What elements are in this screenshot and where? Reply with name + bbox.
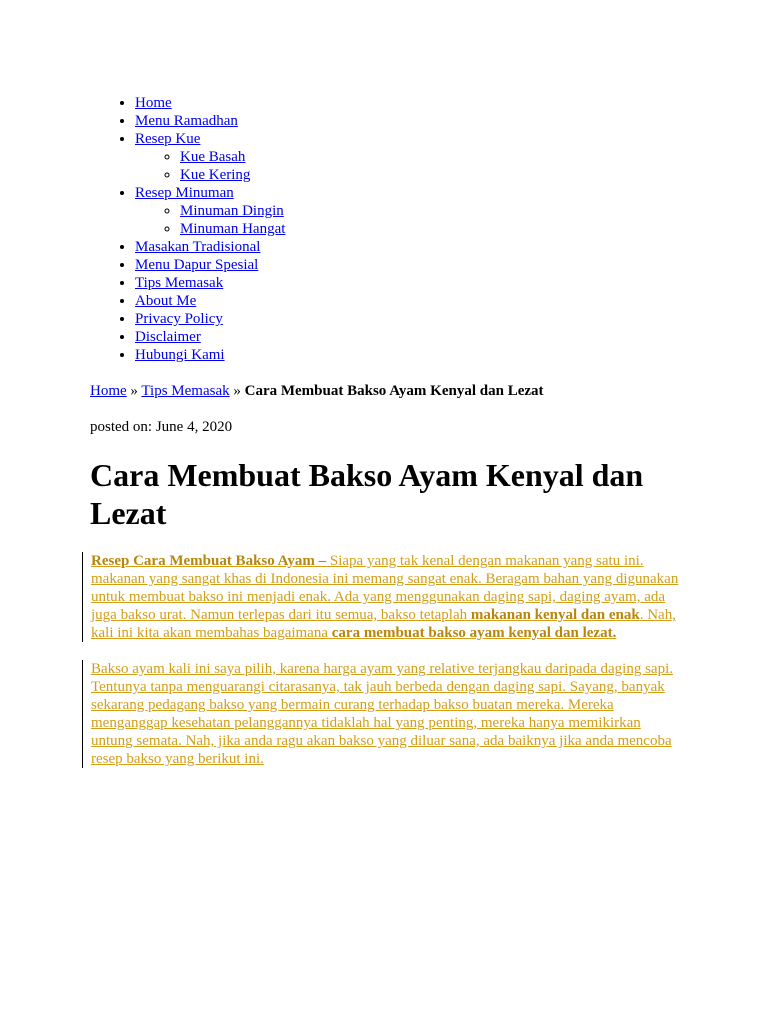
nav-item-kue-kering	[180, 166, 768, 184]
nav-item-minuman-dingin	[180, 202, 768, 220]
breadcrumb-separator: »	[229, 383, 245, 399]
intro-highlight-1: makanan kenyal dan enak	[470, 607, 640, 623]
nav-link-resep-kue[interactable]: Resep Kue	[135, 131, 201, 147]
nav-item-hubungi-kami	[135, 346, 768, 364]
nav-item-masakan-tradisional	[135, 238, 768, 256]
nav-link-minuman-hangat[interactable]: Minuman Hangat	[180, 221, 286, 237]
body-paragraph[interactable]: Bakso ayam kali ini saya pilih, karena harga ayam yang relative terjangkau daripada daging sapi. Tentunya tanpa menguarangi citarasanya, tak jauh berbeda dengan daging sapi. Sayang, banyak sekarang pedagang bakso yang bermain curang terhadap bakso buatan mereka. Mereka menganggap kesehatan pelanggannya tidaklah hal yang penting, mereka hanya memikirkan untung semata. Nah, jika anda ragu akan bakso yang diluar sana, ada baiknya jika anda mencoba resep bakso yang berikut ini.	[91, 661, 674, 767]
nav-link-kue-basah[interactable]: Kue Basah	[180, 149, 246, 165]
article-quote-intro	[82, 552, 681, 642]
nav-item-menu-ramadhan	[135, 112, 768, 130]
nav-link-privacy-policy[interactable]: Privacy Policy	[135, 311, 223, 327]
nav-link-kue-kering[interactable]: Kue Kering	[180, 167, 251, 183]
nav-link-menu-dapur-spesial[interactable]: Menu Dapur Spesial	[135, 257, 259, 273]
post-date: posted on: June 4, 2020	[90, 419, 233, 435]
nav-item-privacy-policy	[135, 310, 768, 328]
intro-highlight-2: cara membuat bakso ayam kenyal dan lezat.	[331, 625, 617, 641]
breadcrumb-category-link[interactable]: Tips Memasak	[141, 383, 230, 399]
nav-list	[90, 94, 768, 364]
nav-link-resep-minuman[interactable]: Resep Minuman	[135, 185, 234, 201]
submenu-resep-minuman	[135, 202, 768, 238]
nav-item-minuman-hangat	[180, 220, 768, 238]
intro-paragraph[interactable]	[91, 552, 681, 642]
nav-item-about-me	[135, 292, 768, 310]
breadcrumb-separator: »	[126, 383, 142, 399]
nav-item-tips-memasak	[135, 274, 768, 292]
nav-link-tips-memasak[interactable]: Tips Memasak	[135, 275, 224, 291]
nav-item-kue-basah	[180, 148, 768, 166]
nav-item-resep-kue	[135, 130, 768, 184]
nav-link-minuman-dingin[interactable]: Minuman Dingin	[180, 203, 284, 219]
nav-item-disclaimer	[135, 328, 768, 346]
nav-link-menu-ramadhan[interactable]: Menu Ramadhan	[135, 113, 238, 129]
nav-link-hubungi-kami[interactable]: Hubungi Kami	[135, 347, 225, 363]
intro-text: Siapa yang tak kenal dengan makanan yang satu ini. makanan yang sangat khas di Indonesia ini memang sangat enak. Beragam bahan yang digunakan untuk membuat bakso ini menjadi enak. Ada yang menggunakan daging sapi, daging ayam, ada juga bakso urat. Namun terlepas dari itu semua, bakso tetaplah	[91, 553, 679, 623]
submenu-resep-kue	[135, 148, 768, 184]
intro-text-2: . Nah, kali ini kita akan membahas bagaimana	[91, 607, 676, 641]
article-title: Cara Membuat Bakso Ayam Kenyal dan Lezat	[90, 457, 644, 531]
intro-lead-text: Resep Cara Membuat Bakso Ayam –	[91, 553, 327, 569]
main-navigation	[90, 94, 768, 364]
nav-link-masakan-tradisional[interactable]: Masakan Tradisional	[135, 239, 261, 255]
nav-link-disclaimer[interactable]: Disclaimer	[135, 329, 201, 345]
breadcrumb-home-link[interactable]: Home	[90, 383, 127, 399]
breadcrumb	[90, 382, 768, 400]
nav-link-about-me[interactable]: About Me	[135, 293, 197, 309]
nav-item-menu-dapur-spesial	[135, 256, 768, 274]
breadcrumb-current: Cara Membuat Bakso Ayam Kenyal dan Lezat	[244, 383, 544, 399]
nav-link-home[interactable]: Home	[135, 95, 172, 111]
nav-item-home	[135, 94, 768, 112]
nav-item-resep-minuman	[135, 184, 768, 238]
article-quote-body	[82, 660, 681, 768]
